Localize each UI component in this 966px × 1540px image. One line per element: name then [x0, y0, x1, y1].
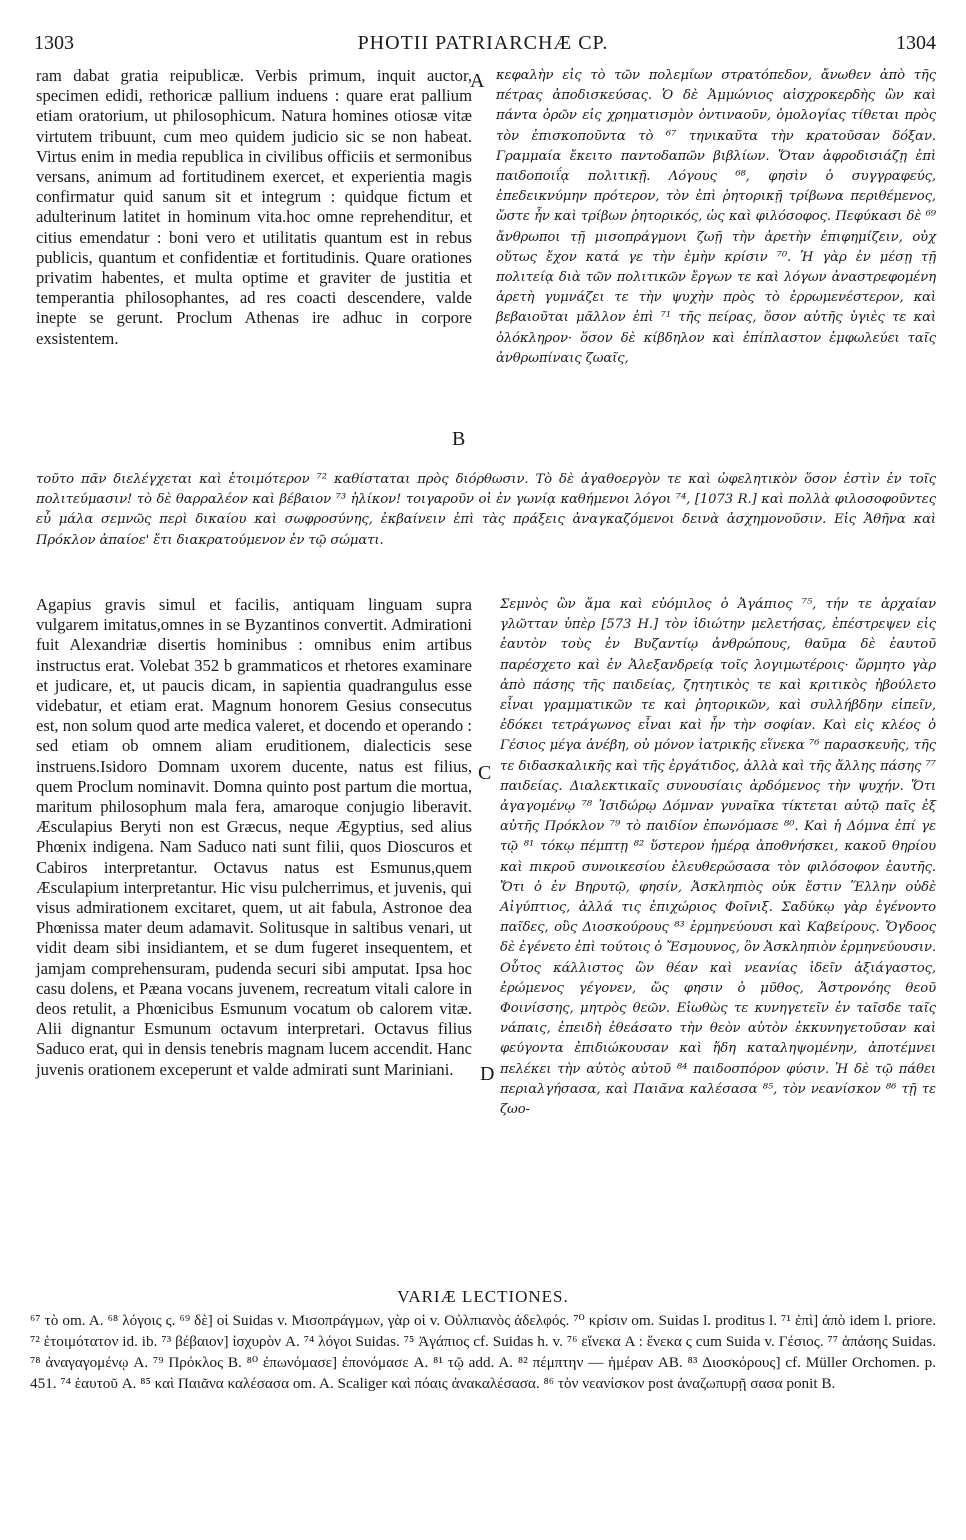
greek-paragraph-full: τοῦτο πᾶν διελέγχεται καὶ ἑτοιμότερον ⁷² καθίσταται πρὸς διόρθωσιν. Τὸ δὲ ἀγαθοεργὸν τε καὶ ὠφελητικὸν ὅσον ἐστὶν ἐν τοῖς πολιτεύμασιν! τὸ δὲ θαρραλέον καὶ βέβαιον ⁷³ ἡλίκον! τοιγαροῦν οἱ ἐν γωνίᾳ καθήμενοι λόγοι ⁷⁴, [1073 R.] καὶ πολλὰ φιλοσοφοῦντες εὖ μάλα σεμνῶς περὶ δικαίου καὶ σωφροσύνης, ἐκβαίνειν ἐπὶ τὰς πράξεις ἀναγκαζόμενοι δεινὰ ἀσχημονοῦσιν. Εἰς Ἀθῆνα καὶ Πρόκλον ἀπαίοε' ἔτι διακρατούμενον ἐν τῷ σώματι.	[36, 472, 936, 548]
variae-lectiones-heading: VARIÆ LECTIONES.	[397, 1287, 569, 1306]
running-title: PHOTII PATRIARCHÆ CP.	[357, 32, 609, 54]
page-header	[30, 32, 936, 62]
margin-marker-d: D	[480, 1063, 495, 1085]
latin-column-bottom	[36, 595, 472, 1080]
margin-marker-b: B	[452, 428, 466, 450]
latin-column-top	[36, 66, 472, 349]
greek-column-top	[496, 66, 936, 369]
greek-full-width-block	[36, 470, 936, 551]
margin-marker-c: C	[478, 762, 492, 784]
latin-paragraph-top: ram dabat gratia reipublicæ. Verbis primum, inquit auctor, specimen edidi, rethoricæ pallium induens : quare erat pallium etiam oratorium, ut philosophicum. Natura homines otiosæ vitæ virtutem tribuunt, cum meo quidem judicio sic se non habeat. Virtus enim in media republica in civilibus officiis et sermonibus versans, animum ad fortitudinem exercet, et experientia magis confirmatur quid sanum sit et integrum : quidque fictum et adulterinum latitet in hominum vita.hoc omne reprehenditur, et citius emendatur : boni vero et utilitatis quantum est in rebus publicis, quantum et confidentiæ et fortitudinis. Quare orationes privatim habentes, et multa optime et graviter de justitia et temperantia philosophantes, ad res coacti descendere, valde inepte se gerunt. Proclum Athenas ire adhuc in corpore exsistentem.	[36, 66, 472, 348]
variae-lectiones-notes	[30, 1310, 936, 1394]
latin-paragraph-bottom: Agapius gravis simul et facilis, antiquam linguam supra vulgarem imitatus,omnes in se Byzantinos convertit. Admirationi fuit Alexandriæ disertis hominibus : omnibus enim artibus instructus erat. Volebat 352 b grammaticos et rhetores examinare et judicare, et, ut paucis dicam, in sapientia quadrangulus esse videbatur, et etiam erat. Magnum honorem Gesius consecutus est, non solum quod arte medica valeret, et docendo et operando : sed etiam ob omnem aliam eruditionem, dialecticis sese instruens.Isidoro Domnam uxorem ducente, natus est filius, quem Proclum nominavit. Domna quinto post partum die mortua, maritum philosophum mala fera, amaroque conjugio liberavit. Æsculapius Beryti non est Græcus, neque Ægyptius, sed alius Phœnix indigena. Nam Saduco nati sunt filii, quos Dioscuros et Cabiros interpretantur. Octavus natus est Esmunus,quem Æsculapium interpretantur. Hic visu pulcherrimus, et juvenis, qui visus admirationem excitaret, quem, ut ait fabula, Astronoe dea Phœnissa mater deum adamavit. Solitusque in saltibus venari, ut vidit deam sibi insidiantem, et se dum fugeret insequentem, et jamjam comprehensuram, pudenda securi sibi amputat. Ipsa hoc casu dolens, et Pæana vocans juvenem, recreatum vitali calore in deos retulit, a Phœnicibus Esmunum vocatum ob calorem vitæ. Alii dignantur Esmunum octavum interpretari. Octavus filius Saduco erat, qui in densis tenebris magnam lucem accendit. Hanc juvenis orationem exceperunt et valde admirati sunt Mariniani.	[36, 595, 472, 1079]
variae-lectiones-text: ⁶⁷ τὸ om. A. ⁶⁸ λόγοις ς. ⁶⁹ δὲ] οἱ Suidas v. Μισοπράγμων, γὰρ οἱ v. Οὐλπιανὸς ἀδελφός. ⁷⁰ κρίσιν om. Suidas l. proditus l. ⁷¹ ἐπὶ] ἀπὸ idem l. priore. ⁷² ἑτοιμότατον id. ib. ⁷³ βέβαιον] ἰσχυρὸν A. ⁷⁴ λόγοι Suidas. ⁷⁵ Ἀγάπιος cf. Suidas h. v. ⁷⁶ εἵνεκα A : ἕνεκα ς cum Suida v. Γέσιος. ⁷⁷ ἁπάσης Suidas. ⁷⁸ ἀναγαγομένῳ A. ⁷⁹ Πρόκλος B. ⁸⁰ ἐπωνόμασε] ἐπονόμασε A. ⁸¹ τῷ add. A. ⁸² πέμπτην — ἡμέραν AB. ⁸³ Διοσκόρους] cf. Müller Orchomen. p. 451. ⁷⁴ ἑαυτοῦ A. ⁸⁵ καὶ Παιᾶνα καλέσασα om. A. Scaliger καὶ πόαις ἀνακαλέσασα. ⁸⁶ τὸν νεανίσκον post ἀναζωπυρῇ σασα ponit B.	[30, 1312, 936, 1392]
margin-marker-a: A	[470, 70, 485, 92]
page-number-right: 1304	[896, 32, 936, 54]
greek-paragraph-top: κεφαλὴν εἰς τὸ τῶν πολεμίων στρατόπεδον, ἄνωθεν ἀπὸ τῆς πέτρας ἀποδισκεύσας. Ὁ δὲ Ἀμμώνιος αἰσχροκερδὴς ὢν καὶ πάντα ὁρῶν εἰς χρηματισμὸν ὀντιναοῦν, ὁμολογίας τίθεται πρὸς τὸν ἐπισκοποῦντα τὸ ⁶⁷ τηνικαῦτα τὴν κρατοῦσαν δόξαν. Γραμμαία ἔκειτο παντοδαπῶν βιβλίων. Ὅταν ἀφροδισιάζῃ ἐπὶ παιδοποιΐᾳ πολιτικῇ. Λόγους ⁶⁸, φησὶν ὁ συγγραφεύς, ἐπεδεικνύμην πρότερον, τὸν ἐπὶ ῥητορικῇ τρίβωνα περιθέμενος, ὥστε ἦν καὶ τρίβων ῥητορικός, ὡς καὶ φιλόσοφος. Πεφύκασι δὲ ⁶⁹ ἄνθρωποι τῇ μισοπράγμονι ζωῇ τὴν ἀρετὴν ἐπιφημίζειν, οὐχ οὕτως ἔχον κατά γε τὴν ἐμὴν κρίσιν ⁷⁰. Ἡ γὰρ ἐν μέσῃ τῇ πολιτείᾳ διὰ τῶν πολιτικῶν ἔργων τε καὶ λόγων ἀναστρεφομένη ἀρετὴ γυμνάζει τε τὴν ψυχὴν πρὸς τὸ ἐρρωμενέστερον, καὶ βεβαιοῦται μᾶλλον ἐπὶ ⁷¹ τῆς πείρας, ὅσον αὐτῆς ὑγιὲς τε καὶ ὁλόκληρον· ὅσον δὲ κίβδηλον καὶ ἐπίπλαστον ἐμφωλεύει ταῖς ἀνθρωπίναις ζωαῖς,	[496, 68, 936, 366]
greek-column-bottom	[500, 595, 936, 1120]
greek-paragraph-bottom: Σεμνὸς ὢν ἅμα καὶ εὐόμιλος ὁ Ἀγάπιος ⁷⁵, τήν τε ἀρχαίαν γλῶτταν ὑπὲρ [573 H.] τὸν ἰδιώτην μελετήσας, ἐπέστρεψεν εἰς ἑαυτὸν τοὺς ἐν Βυζαντίῳ ἀνθρώπους, θαῦμα δὲ ἑαυτοῦ παρέσχετο καὶ ἐν Ἀλεξανδρείᾳ τοῖς λογιμωτέροις· ὥρμητο γὰρ ἀπὸ πάσης τῆς παιδείας, ζητητικὸς τε καὶ κριτικὸς ἠβούλετο εἶναι γραμματικῶν τε καὶ ῥητορικῶν, καὶ συλλήβδην εἰπεῖν, ἐδόκει τετράγωνος εἶναι καὶ ἦν τὴν σοφίαν. Καὶ εἰς κλέος ὁ Γέσιος μέγα ἀνέβη, οὐ μόνον ἰατρικῆς εἵνεκα ⁷⁶ παρασκευῆς, τῆς τε διδασκαλικῆς καὶ τῆς ἐργάτιδος, ἀλλὰ καὶ τῆς ἄλλης πάσης ⁷⁷ παιδείας. Διαλεκτικαῖς συνουσίαις ἀρδόμενος τὴν ψυχήν. Ὅτι ἀγαγομένῳ ⁷⁸ Ἰσιδώρῳ Δόμναν γυναῖκα τίκτεται αὐτῷ παῖς ἐξ αὐτῆς Πρόκλον ⁷⁹ τὸ παιδίον ἐπωνόμασε ⁸⁰. Καὶ ἡ Δόμνα ἐπί γε τῷ ⁸¹ τόκῳ πέμπτῃ ⁸² ὕστερον ἡμέρᾳ ἀποθνήσκει, κακοῦ θηρίου καὶ πικροῦ συνοικεσίου ἐλευθερώσασα τὸν φιλόσοφον ἑαυτῆς. Ὅτι ὁ ἐν Βηρυτῷ, φησίν, Ἀσκληπιὸς οὐκ ἔστιν Ἕλλην οὐδὲ Αἰγύπτιος, ἀλλά τις ἐπιχώριος Φοῖνιξ. Σαδύκῳ γὰρ ἐγένοντο παῖδες, οὓς Διοσκούρους ⁸³ ἑρμηνεύουσι καὶ Καβείρους. Ὄγδοος δὲ ἐγένετο ἐπὶ τούτοις ὁ Ἔσμουνος, ὃν Ἀσκληπιὸν ἑρμηνεύουσιν. Οὗτος κάλλιστος ὢν θέαν καὶ νεανίας ἰδεῖν ἀξιάγαστος, ἐρώμενος γέγονεν, ὥς φησιν ὁ μῦθος, Ἀστρονόης θεοῦ Φοινίσσης, μητρὸς θεῶν. Εἰωθὼς τε κυνηγετεῖν ἐν ταῖσδε ταῖς νάπαις, ἐπειδὴ ἐθεάσατο τὴν θεὸν αὐτὸν ἐκκυνηγετοῦσαν καὶ φεύγοντα ἐπιδιώκουσαν καὶ ἤδη καταληψομένην, ἀποτέμνει πελέκει τὴν αὐτὸς αὐτοῦ ⁸⁴ παιδοσπόρον φύσιν. Ἡ δὲ τῷ πάθει περιαλγήσασα, καὶ Παιᾶνα καλέσασα ⁸⁵, τὸν νεανίσκον ⁸⁶ τῇ τε ζωο-	[500, 597, 936, 1118]
page-number-left: 1303	[34, 32, 74, 54]
